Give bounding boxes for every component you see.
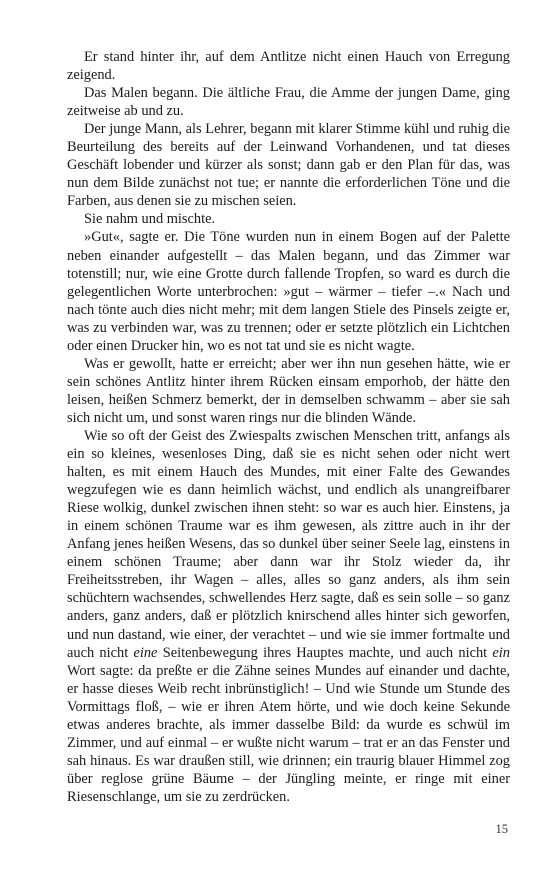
body-text [67,48,510,806]
paragraph: Das Malen begann. Die ältliche Frau, die Amme der jungen Dame, ging zeitweise ab und zu. [67,85,510,120]
paragraph: Sie nahm und mischte. [84,211,216,228]
paragraph: Er stand hinter ihr, auf dem Antlitze nicht einen Hauch von Erregung zeigend. [67,49,510,84]
paragraph: Wie so oft der Geist des Zwiespalts zwischen Menschen tritt, anfangs als ein so kleines, wesenloses Ding, daß sie es nicht sehen oder nicht wert halten, es mit einem Hauch des Mundes, mit einer Falte des Gewandes wegzufegen wie es dann heimlich wächst, und endlich als unangreifbarer Riese wolkig, dunkel zwischen ihnen steht: so war es auch hier. Einstens, ja in einem schönen Traume war es ihm gewesen, als zittre auch in ihr der Anfang jenes heißen Wesens, das so dunkel über seiner Seele lag, einstens in einem schönen Traume; aber dann war ihr Stolz wieder da, ihr Freiheitsstreben, ihr Wagen – alles, alles so ganz anders, als ihm sein schüchtern wachsendes, schwellendes Herz sagte, daß es sein solle – so ganz anders, ganz anders, daß er plötzlich knirschend alles hinter sich geworfen, und nun dastand, wie einer, der verachtet – und wie sie immer fortmalte und auch nicht eine Seitenbewegung ihres Hauptes machte, und auch nicht ein Wort sagte: da preßte er die Zähne seines Mundes auf einander und dachte, er hasse dieses Weib recht inbrünstiglich! – Und wie Stunde um Stunde des Vormittags floß, – wie er ihren Atem hörte, und wie doch keine Sekunde etwas anderes brachte, als immer dasselbe Bild: da wurde es schwül im Zimmer, und auf einmal – er wußte nicht warum – trat er an das Fenster und sah hinaus. Es war draußen still, wie drinnen; ein traurig blauer Himmel zog über reglose grüne Bäume – der Jüngling meinte, er ringe mit einer Riesenschlange, um sie zu zerdrücken. [67,427,511,805]
page-number: 15 [495,822,508,836]
paragraph: Der junge Mann, als Lehrer, begann mit klarer Stimme kühl und ruhig die Beurteilung des bereits auf der Leinwand Vorhandenen, und tat dieses Geschäft lobender und kürzer als sonst; dann gab er den Plan für das, was nun dem Bilde zunächst not tue; er nannte die erforderlichen Töne und die Farben, aus denen sie zu mischen seien. [67,121,510,210]
paragraph: »Gut«, sagte er. Die Töne wurden nun in einem Bogen auf der Palette neben einander aufgestellt – das Malen begann, und das Zimmer war totenstill; nur, wie eine Grotte durch fallende Tropfen, so ward es durch die gelegentlichen Worte unterbrochen: »gut – wärmer – tiefer –.« Nach und nach tönte auch dies nicht mehr; mit dem langen Stiele des Pinsels zeigte er, was zu verbinden war, was zu trennen; oder er setzte plötzlich ein Lichtchen oder einen Drucker hin, wo es not tat und sie es nicht wagte. [67,229,510,354]
paragraph: Was er gewollt, hatte er erreicht; aber wer ihn nun gesehen hätte, wie er sein schönes Antlitz hinter ihrem Rücken einsam emporhob, der hätte den leisen, heißen Schmerz bemerkt, der in demselben schwamm – aber sie sah sich nicht um, und sonst waren rings nur die blinden Wände. [67,355,510,426]
